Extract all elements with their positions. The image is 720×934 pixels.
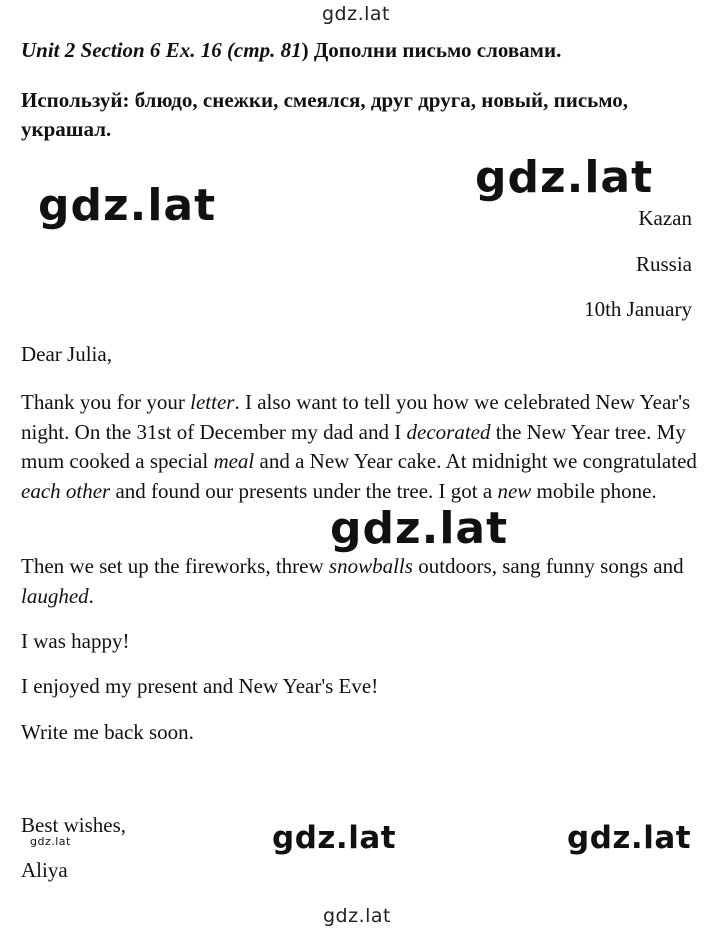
- task-word-list-cont: украшал.: [21, 117, 112, 141]
- filled-word: meal: [213, 449, 255, 473]
- letter-paragraph-3: I was happy!: [21, 629, 130, 653]
- task-word-list: Используй: блюдо, снежки, смеялся, друг друга, новый, письмо,: [21, 88, 629, 112]
- task-reference: Unit 2 Section 6 Ex. 16 (стр. 81: [21, 38, 302, 62]
- filled-word: new: [497, 478, 532, 503]
- watermark-top: gdz.lat: [322, 3, 391, 25]
- letter-signature: Aliya: [21, 858, 68, 882]
- address-date: 10th January: [584, 297, 692, 321]
- address-country: Russia: [635, 252, 692, 276]
- letter-paragraph-1: Thank you for your letter. I also want to tell you how we celebrated New Year's night. On the 31st of December my dad and I decorated the New Year tree. My mum cooked a special meal and a New Year cake. At midnight we congratulated each other and found our presents under the tree. I got a new mobile phone.: [21, 390, 697, 503]
- watermark-bottom-center: gdz.lat: [272, 820, 397, 856]
- filled-word: decorated: [406, 419, 491, 444]
- address-city: Kazan: [638, 206, 692, 230]
- task-instruction: Дополни письмо словами.: [308, 38, 562, 62]
- watermark-left: gdz.lat: [38, 180, 217, 231]
- letter-greeting: Dear Julia,: [21, 342, 112, 366]
- letter-paragraph-2: Then we set up the fireworks, threw snowballs outdoors, sang funny songs and laughed.: [21, 554, 684, 608]
- task-title: Unit 2 Section 6 Ex. 16 (стр. 81) Дополни письмо словами.: [21, 38, 562, 62]
- letter-paragraph-5: Write me back soon.: [21, 720, 194, 744]
- watermark-center: gdz.lat: [330, 503, 509, 554]
- filled-word: each other: [21, 478, 111, 503]
- watermark-tiny: gdz.lat: [30, 835, 71, 848]
- letter-closing: Best wishes,: [21, 813, 126, 837]
- watermark-bottom: gdz.lat: [323, 905, 392, 927]
- watermark-bottom-right: gdz.lat: [567, 820, 692, 856]
- filled-word: snowballs: [328, 554, 413, 578]
- watermark-right: gdz.lat: [475, 152, 654, 203]
- filled-word: laughed: [21, 583, 89, 608]
- letter-paragraph-4: I enjoyed my present and New Year's Eve!: [21, 674, 379, 698]
- filled-word: letter: [190, 390, 235, 414]
